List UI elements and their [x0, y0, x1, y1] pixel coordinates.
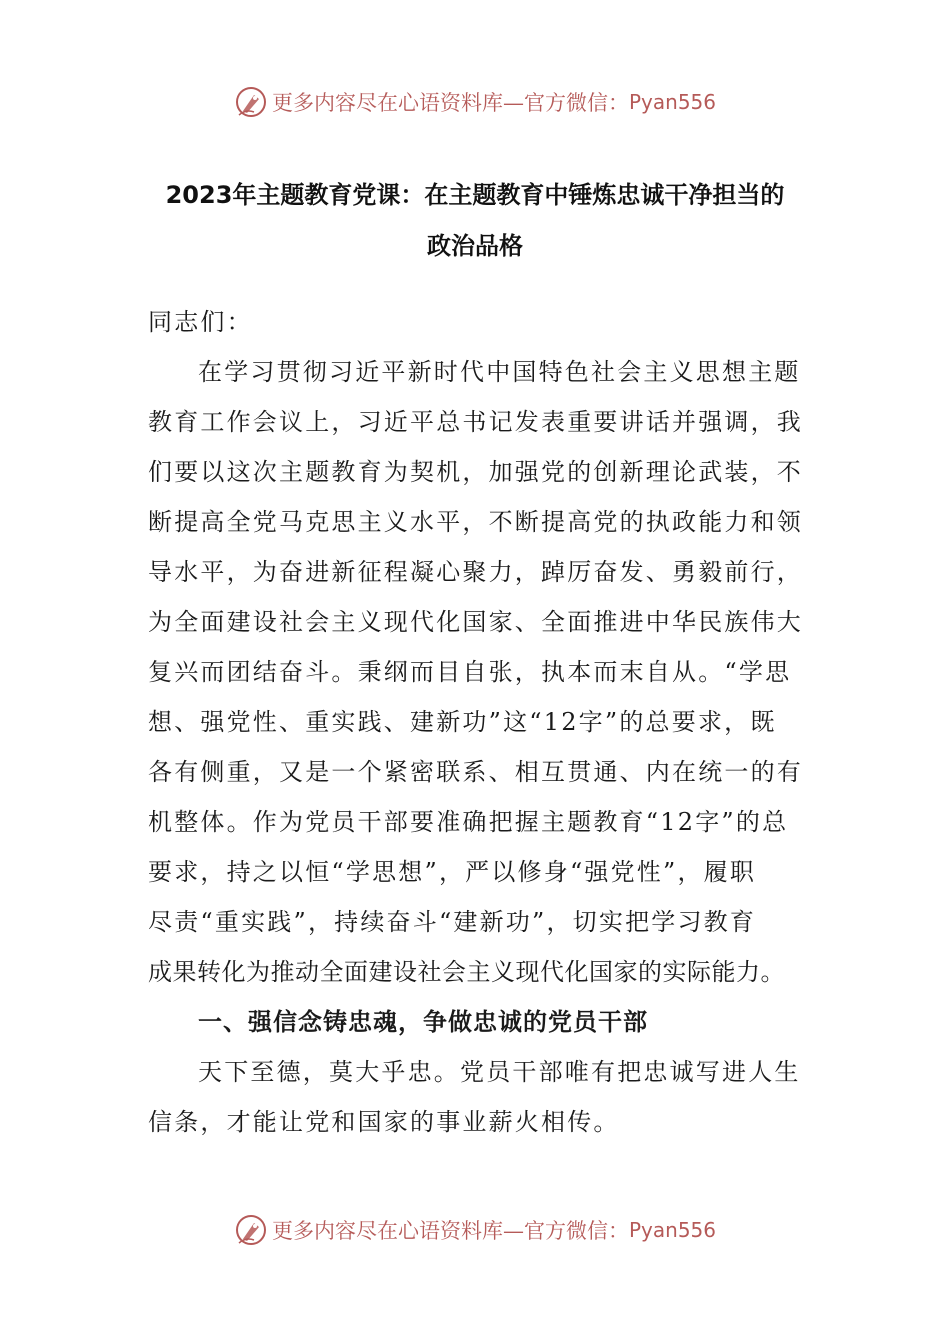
watermark-text: 更多内容尽在心语资料库—官方微信： — [271, 1219, 629, 1243]
paragraph-line: 机整体。作为党员干部要准确把握主题教育“12字”的总 — [148, 808, 789, 836]
pen-nib-logo-icon — [234, 85, 268, 119]
paragraph-line: 导水平，为奋进新征程凝心聚力，踔厉奋发、勇毅前行， — [148, 558, 803, 586]
header-watermark — [0, 82, 950, 122]
watermark-text: 更多内容尽在心语资料库—官方微信： — [271, 91, 629, 115]
document-title-line-2: 政治品格 — [427, 232, 523, 260]
salutation: 同志们： — [148, 308, 253, 336]
document-body — [148, 297, 803, 1147]
paragraph-line: 复兴而团结奋斗。秉纲而目自张，执本而末自从。“学思 — [148, 658, 792, 686]
paragraph-line: 信条，才能让党和国家的事业薪火相传。 — [148, 1108, 620, 1136]
paragraph-line: 天下至德，莫大乎忠。党员干部唯有把忠诚写进人生 — [198, 1058, 801, 1086]
paragraph-line: 要求，持之以恒“学思想”，严以修身“强党性”，履职 — [148, 858, 757, 886]
paragraph-line: 们要以这次主题教育为契机，加强党的创新理论武装，不 — [148, 458, 803, 486]
paragraph-line: 想、强党性、重实践、建新功”这“12字”的总要求，既 — [148, 708, 777, 736]
paragraph-line: 教育工作会议上，习近平总书记发表重要讲话并强调，我 — [148, 408, 803, 436]
footer-watermark — [0, 1210, 950, 1250]
paragraph-line: 尽责“重实践”，持续奋斗“建新功”，切实把学习教育 — [148, 908, 757, 936]
pen-nib-logo-icon — [234, 1213, 268, 1247]
watermark-brand: Pyan556 — [628, 90, 716, 114]
paragraph-line: 各有侧重，又是一个紧密联系、相互贯通、内在统一的有 — [148, 758, 803, 786]
paragraph-line: 断提高全党马克思主义水平，不断提高党的执政能力和领 — [148, 508, 803, 536]
section-heading: 一、强信念铸忠魂，争做忠诚的党员干部 — [198, 1008, 648, 1036]
watermark-brand: Pyan556 — [628, 1218, 716, 1242]
paragraph-line: 成果转化为推动全面建设社会主义现代化国家的实际能力。 — [148, 958, 785, 986]
paragraph-line: 在学习贯彻习近平新时代中国特色社会主义思想主题 — [198, 358, 801, 386]
paragraph-line: 为全面建设社会主义现代化国家、全面推进中华民族伟大 — [148, 608, 803, 636]
document-title-line-1: 2023年主题教育党课：在主题教育中锤炼忠诚干净担当的 — [165, 181, 785, 209]
